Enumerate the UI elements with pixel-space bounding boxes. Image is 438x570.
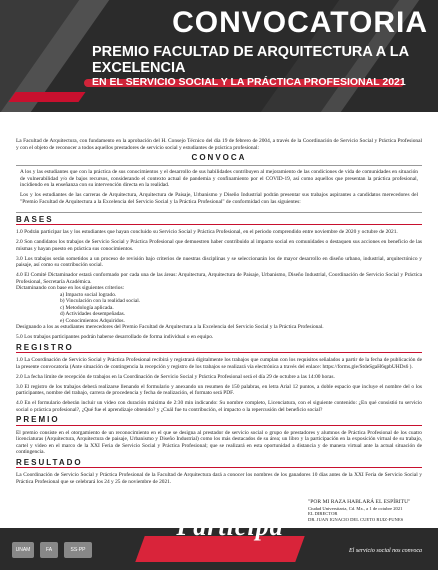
page-title: CONVOCATORIA — [172, 6, 428, 39]
header-banner — [0, 0, 438, 112]
premio-paragraph: El premio consiste en el otorgamiento de un reconocimiento en el que se designa al prestador de servicio social o grupo de prestadores y alumnos de Práctica Profesional de los cuatro licenciaturas (Arquitectura, Arquitectura de paisaje, Urbanismo y Diseño Industrial) como los más destacados de su área; un libro y la participación en la exposición virtual de su trabajo, cartel y video en el marco de la XXI Feria de Servicio Social y Práctica Profesional; que se realizará en esta oportunidad a distancia y de manera virtual ante la actual situación de contingencia. — [16, 429, 422, 455]
bases-item-5: 5.0 Los trabajos participantes podrán haberse desarrollado de forma individual o en equipo. — [16, 334, 214, 340]
unam-logo: UNAM — [12, 542, 34, 558]
award-title-line1: PREMIO FACULTAD DE ARQUITECTURA A LA EXCELENCIA — [92, 44, 409, 76]
convoca-paragraph-1: A los y las estudiantes que con la práctica de sus conocimientos y el desarrollo de sus habilidades contribuyen al mejoramiento de las condiciones de vida de comunidades en situación de vulnerabilidad y/o de bajos recursos, considerando el contexto actual de pandemia y confinamiento por el COVID-19, así como aquellos que presentan la práctica profesional, incidiendo en la enseñanza con su intervención directa en la realidad. — [20, 169, 418, 188]
convoca-paragraph-2: Los y los estudiantes de las carreras de Arquitectura, Arquitectura de Paisaje, Urbanismo y Diseño Industrial podrán presentar sus trabajos aspirantes a candidatos merecedores del "Premio Facultad de Arquitectura a la Excelencia del Servicio Social y la Práctica Profesional" de conformidad con las siguientes: — [20, 192, 418, 205]
signature-block — [308, 500, 438, 522]
registro-item-2: 2.0 La fecha límite de recepción de trabajos en la Coordinación de Servicio Social y Práctica Profesional será el día 29 de octubre a las 14:00 horas. — [16, 373, 335, 380]
premio-heading: PREMIO — [16, 417, 422, 426]
convoca-block — [16, 165, 422, 213]
signature-motto: "POR MI RAZA HABLARÁ EL ESPÍRITU" — [308, 499, 411, 505]
bases-heading: BASES — [16, 217, 422, 226]
participa-wordmark: Participa — [176, 512, 284, 541]
convoca-heading: CONVOCA — [191, 152, 247, 162]
list-item: a) Impacto social logrado. — [60, 291, 117, 298]
fa-logo: FA — [40, 542, 58, 558]
list-item: c) Metodología aplicada. — [60, 304, 114, 311]
registro-heading: REGISTRO — [16, 345, 422, 354]
resultado-paragraph: La Coordinación de Servicio Social y Práctica Profesional de la Facultad de Arquitectura dará a conocer los nombres de los ganadores 10 días antes de la XXI Feria de Servicio Social y Práctica Profesional que se celebrará los 24 y 25 de noviembre de 2021. — [16, 472, 422, 485]
list-item: b) Vinculación con la realidad social. — [60, 298, 141, 304]
resultado-heading: RESULTADO — [16, 460, 422, 469]
award-title — [92, 44, 432, 89]
bases-criteria-close: Designando a los as estudiantes merecedores del Premio Facultad de Arquitectura a la Excelencia del Servicio Social y la Práctica Profesional. — [16, 324, 324, 330]
signature-place-date: Ciudad Universitaria, Cd. Mx., a 1 de octubre 2021 — [308, 505, 403, 511]
decor-red-slash — [8, 92, 85, 102]
signature-name: DR. JUAN IGNACIO DEL CUETO RUIZ-FUNES — [308, 516, 404, 522]
signature-role: EL DIRECTOR — [308, 511, 338, 517]
registro-item-4: 4.0 En el formulario deberán incluir un video con duración máxima de 2:30 min indicando: Su nombre completo, Licenciatura, con el siguiente contenido: ¿En qué consistió tu servicio social o práctica profesional?, ¿Qué fue el aprendizaje obtenido? y ¿Cuál fue tu contribución, el impacto o la repercusión del beneficio social? — [16, 400, 422, 413]
bases-item-4: 4.0 El Comité Dictaminador estará conformado por cada una de las áreas: Arquitectura, Arquitectura de Paisaje, Urbanismo, Diseño Industrial, Coordinación de Servicio Social y Práctica Profesional, Secretaría Académica. — [16, 272, 422, 285]
footer-tagline: El servicio social nos convoca — [349, 548, 422, 554]
list-item: e) Conocimientos Adquiridos. — [60, 317, 125, 324]
bases-criteria-lead: Dictaminando con base en los siguientes criterios: — [16, 285, 125, 291]
award-title-line2: EN EL SERVICIO SOCIAL Y LA PRÁCTICA PROFESIONAL 2021 — [92, 76, 406, 88]
main-content — [0, 138, 438, 487]
list-item: d) Actividades desempeñadas. — [60, 311, 126, 317]
bases-item-1: 1.0 Podrán participar las y los estudiantes que hayan concluido su Servicio Social y Práctica Profesional, en el periodo comprendido entre noviembre de 2020 y octubre de 2021. — [16, 229, 398, 235]
criteria-list — [16, 292, 422, 325]
intro-paragraph: La Facultad de Arquitectura, con fundamento en la aprobación del H. Consejo Técnico del día 19 de febrero de 2004, a través de la Coordinación de Servicio Social y Práctica Profesional y con el objeto de reconocer a todos aquellos prestadores de servicio social y estudiantes de práctica profesional: — [16, 138, 422, 151]
registro-item-1: 1.0 La Coordinación de Servicio Social y Práctica Profesional recibirá y registrará digitalmente los trabajos que cumplan con los requisitos señalados a partir de la fecha de publicación de la presente convocatoria (Ante situación de contingencia la recepción y registro de los trabajos se realizará vía electrónica a través del enlace: https://forms.gle/StdeSgaH6qpbUHDs6 ). — [16, 357, 422, 370]
registro-item-3: 3.0 El registro de los trabajos deberá realizarse llenando el formulario y anexando un resumen de 150 palabras, en letra Arial 12 puntos, a doble espacio que incluye el nombre del o los participantes, nombre del trabajo, carrera de procedencia y fecha de realización, el formato será PDF. — [16, 383, 422, 396]
resultado-block — [16, 472, 422, 485]
sspp-logo: SS·PP — [64, 542, 92, 558]
bases-item-2: 2.0 Son candidatos los trabajos de Servicio Social y Práctica Profesional que demuestren haber contribuido al impacto social en comunidades o destaquen sus acciones en beneficio de las mismas y hayan puesto en práctica sus conocimientos. — [16, 239, 422, 252]
bases-item-3: 3.0 Los trabajos serán sometidos a un proceso de revisión bajo criterios de nuestras disciplinas y se seleccionarán los de mayor desarrollo en diseño urbano, industrial, arquitectónico y paisaje, así como su contribución social. — [16, 255, 422, 268]
